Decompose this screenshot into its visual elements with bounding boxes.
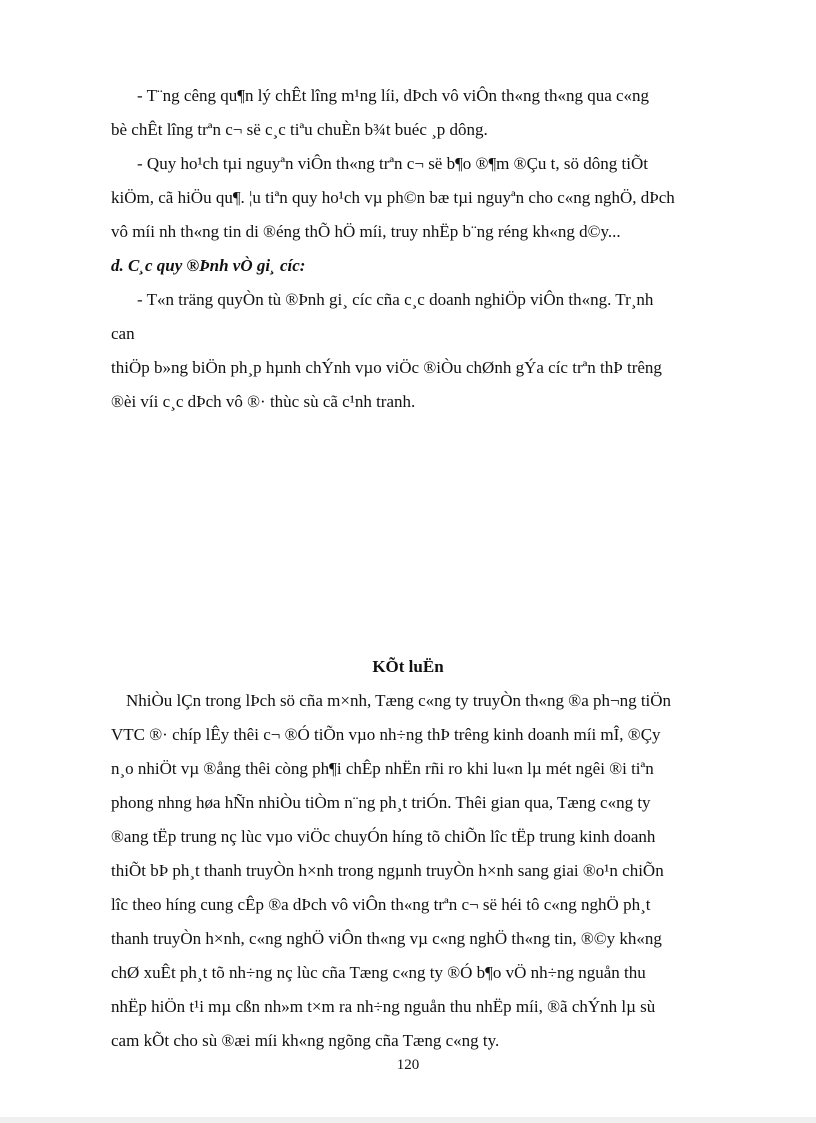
section-heading-pricing: d. C¸c quy ®Þnh vÒ gi¸ cíc: — [111, 256, 306, 275]
page-bottom-edge — [0, 1117, 816, 1123]
text-line: can — [111, 324, 135, 343]
text-line: thiÖp b»ng biÖn ph¸p hµnh chÝnh vµo viÖc ®iÒu chØnh gÝa cíc trªn thÞ trêng — [111, 358, 662, 377]
text-line: bè chÊt lîng trªn c¬ së c¸c tiªu chuÈn b¾t buéc ¸p dông. — [111, 120, 488, 139]
conclusion-line: phong nhng høa hÑn nhiÒu tiÒm n¨ng ph¸t triÓn. Thêi gian qua, Tæng c«ng ty — [111, 793, 651, 812]
bullet-resource-planning: - Quy ho¹ch tµi nguyªn viÔn th«ng trªn c¬ së b¶o ®¶m ®Çu t, sö dông tiÕt — [137, 154, 648, 173]
text-line: ®èi víi c¸c dÞch vô ®· thùc sù cã c¹nh tranh. — [111, 392, 416, 411]
bullet-quality-management: - T¨ng cêng qu¶n lý chÊt lîng m¹ng líi, dÞch vô viÔn th«ng th«ng qua c«ng — [137, 86, 650, 105]
conclusion-line: chØ xuÊt ph¸t tõ nh÷ng nç lùc cña Tæng c«ng ty ®Ó b¶o vÖ nh÷ng nguån thu — [111, 963, 646, 982]
conclusion-line: n¸o nhiÖt vµ ®ång thêi còng ph¶i chÊp nhËn rñi ro khi lu«n lµ mét ngêi ®i tiªn — [111, 759, 654, 778]
conclusion-line: nhËp hiÖn t¹i mµ cßn nh»m t×m ra nh÷ng nguån thu nhËp míi, ®ã chÝnh lµ sù — [111, 997, 656, 1016]
conclusion-line: VTC ®· chíp lÊy thêi c¬ ®Ó tiÕn vµo nh÷ng thÞ trêng kinh doanh míi mÎ, ®Çy — [111, 725, 661, 744]
conclusion-line: ®ang tËp trung nç lùc vµo viÖc chuyÓn híng tõ chiÕn lîc tËp trung kinh doanh — [111, 827, 656, 846]
page-number: 120 — [396, 1057, 420, 1073]
text-line: kiÖm, cã hiÖu qu¶. ¦u tiªn quy ho¹ch vµ ph©n bæ tµi nguyªn cho c«ng nghÖ, dÞch — [111, 188, 675, 207]
conclusion-line: thiÕt bÞ ph¸t thanh truyÒn h×nh trong ngµnh truyÒn h×nh sang giai ®o¹n chiÕn — [111, 861, 664, 880]
bullet-pricing: - T«n träng quyÒn tù ®Þnh gi¸ cíc cña c¸c doanh nghiÖp viÔn th«ng. Tr¸nh — [137, 290, 654, 309]
text-line: vô míi nh th«ng tin di ®éng thÕ hÖ míi, truy nhËp b¨ng réng kh«ng d©y... — [111, 222, 621, 241]
conclusion-title: KÕt luËn — [372, 657, 444, 676]
conclusion-line: cam kÕt cho sù ®æi míi kh«ng ngõng cña Tæng c«ng ty. — [111, 1031, 500, 1050]
conclusion-line: thanh truyÒn h×nh, c«ng nghÖ viÔn th«ng vµ c«ng nghÖ th«ng tin, ®©y kh«ng — [111, 929, 662, 948]
conclusion-line: lîc theo híng cung cÊp ®a dÞch vô viÔn th«ng trªn c¬ së héi tô c«ng nghÖ ph¸t — [111, 895, 651, 914]
conclusion-line: NhiÒu lÇn trong lÞch sö cña m×nh, Tæng c«ng ty truyÒn th«ng ®a ph¬ng tiÖn — [126, 691, 672, 710]
